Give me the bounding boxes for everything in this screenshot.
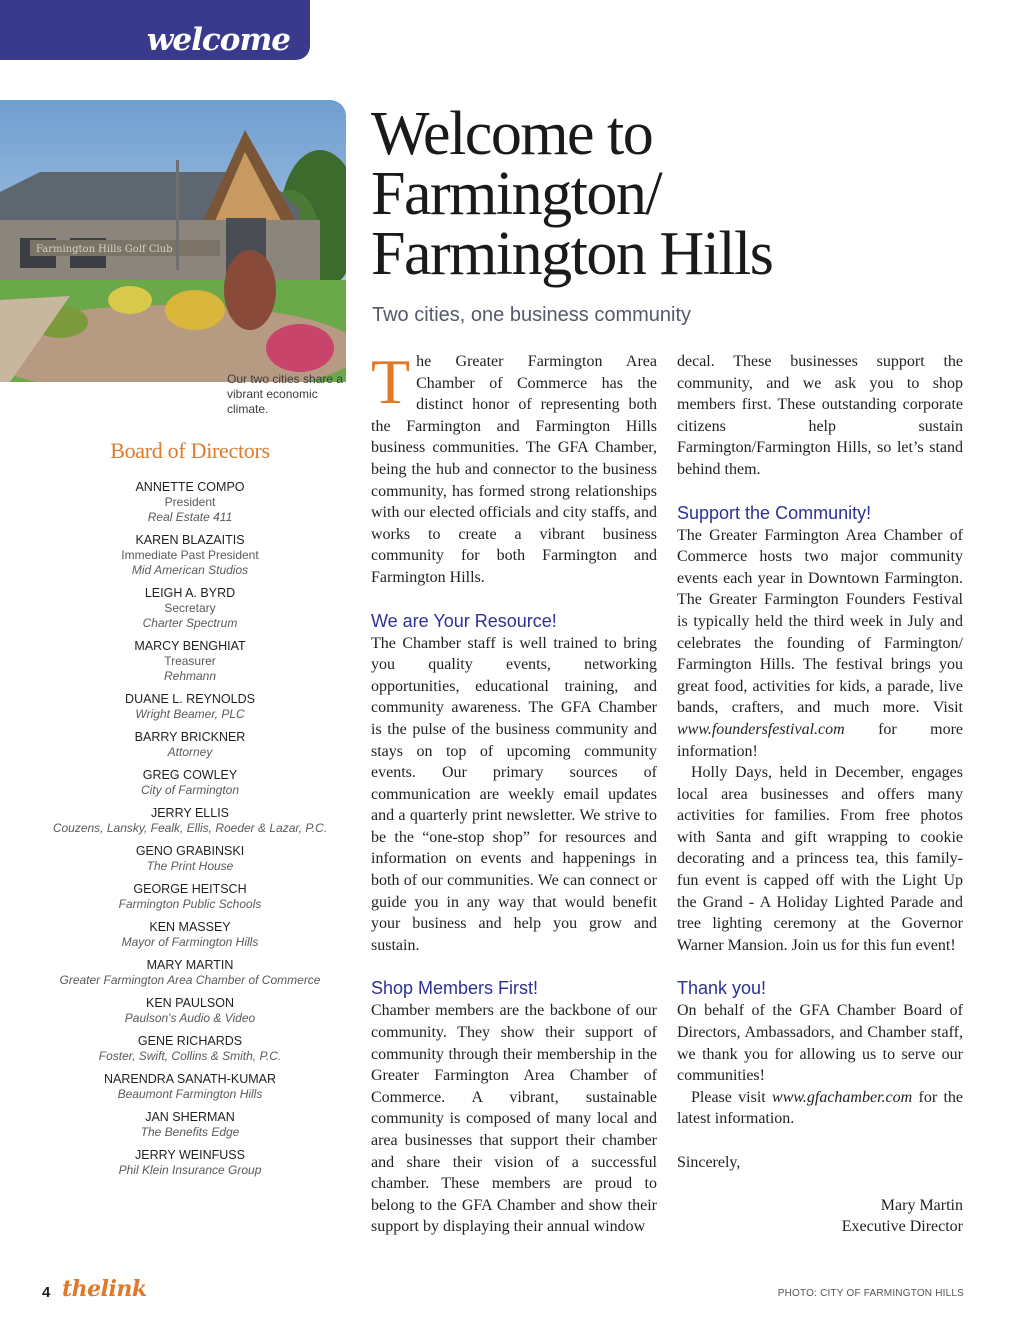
board-member-name: KEN PAULSON [146, 996, 234, 1010]
holly-days-paragraph: Holly Days, held in December, engages local area businesses and offers many activities for families. From free photos with Santa and gift wrapping to cookie decorating and a princess tea, this family-fun event is capped off with the Light Up the Grand - A Holiday Lighted Parade and tree lighting ceremony at the Governor Warner Mansion. Join us for this fun event! [677, 764, 963, 954]
support-paragraph: The Greater Farmington Area Chamber of Commerce hosts two major community events each year in Downtown Farmington. The Greater Farmington Founders Festival is typically held the third week in July and celebrates the founding of Farmington/ Farmington Hills. The festival brings you great food, activities for kids, a parade, live bands, crafters, and much more. Visit www.foundersfestival.com for more information! [677, 526, 963, 760]
board-member [0, 996, 380, 1026]
board-member-role: President [164, 495, 216, 509]
board-member-name: ANNETTE COMPO [135, 480, 245, 494]
resource-heading: We are Your Resource! [371, 610, 557, 631]
shop-paragraph: Chamber members are the backbone of our community. They show their support of community through their membership in the Greater Farmington Area Chamber of Commerce. A vibrant, sustainable community is composed of many local and area businesses that support their chamber and share their vision of a successful chamber. These members are proud to belong to the GFA Chamber and show their support by displaying their annual window [371, 1002, 657, 1236]
closing: Sincerely, [677, 1153, 741, 1171]
intro-paragraph: The Greater Farmington Area Chamber of Commerce has the distinct honor of representing both the Farmington and Farmington Hills business communities. The GFA Chamber, being the hub and connector to the business community, has formed strong relationships with our elected officials and city staffs, and works to create a vibrant business community for both Farmington and Farmington Hills. [371, 346, 657, 586]
board-member-org: Rehmann [163, 669, 217, 683]
board-member-name: JERRY WEINFUSS [135, 1148, 245, 1162]
board-member-org: Real Estate 411 [147, 510, 233, 524]
board-member-org: Attorney [167, 745, 213, 759]
board-member-name: LEIGH A. BYRD [144, 586, 236, 600]
board-member [0, 730, 380, 760]
board-member-name: GREG COWLEY [142, 768, 238, 782]
board-member [0, 768, 380, 798]
board-member-org: Beaumont Farmington Hills [117, 1087, 263, 1101]
article-column-2 [677, 351, 963, 1238]
board-member-org: Wright Beamer, PLC [135, 707, 245, 721]
board-member [0, 1148, 380, 1178]
board-list [0, 480, 380, 1186]
golf-club-photo [0, 100, 346, 382]
section-banner [0, 0, 310, 60]
board-member-name: JAN SHERMAN [145, 1110, 235, 1124]
board-member [0, 882, 380, 912]
drop-cap: T [371, 346, 411, 417]
board-member [0, 1110, 380, 1140]
board-member [0, 692, 380, 722]
board-member-org: Mid American Studios [131, 563, 249, 577]
board-member-org: Mayor of Farmington Hills [121, 935, 259, 949]
board-member-role: Immediate Past President [121, 548, 259, 562]
signature-title: Executive Director [841, 1218, 963, 1236]
photo-credit: PHOTO: CITY OF FARMINGTON HILLS [777, 1288, 964, 1299]
title-line-3: Farmington Hills [371, 220, 773, 288]
title-line-2: Farmington/ [371, 160, 662, 228]
shop-heading: Shop Members First! [371, 978, 539, 999]
board-member-name: KEN MASSEY [149, 920, 231, 934]
board-member-org: Phil Klein Insurance Group [118, 1163, 262, 1177]
board-member-name: NARENDRA SANATH-KUMAR [103, 1072, 276, 1086]
board-member [0, 533, 380, 578]
board-member-name: MARCY BENGHIAT [134, 639, 246, 653]
board-member [0, 480, 380, 525]
board-member-name: GEORGE HEITSCH [133, 882, 247, 896]
board-member [0, 958, 380, 988]
shop-paragraph-continued: decal. These businesses support the community, and we ask you to shop members first. These outstanding corporate citizens help sustain Farmington/Farmington Hills, so let’s stand behind them. [677, 353, 963, 478]
board-member-name: GENE RICHARDS [137, 1034, 243, 1048]
section-label: welcome [146, 22, 290, 58]
gfa-chamber-link[interactable]: www.gfachamber.com [772, 1088, 913, 1106]
founders-festival-link[interactable]: www.foundersfestival.com [677, 720, 845, 738]
title-line-1: Welcome to [371, 100, 653, 168]
board-member-role: Secretary [164, 601, 216, 615]
board-member-org: Foster, Swift, Collins & Smith, P.C. [98, 1049, 282, 1063]
thanks-heading: Thank you! [677, 978, 767, 999]
thanks-paragraph: On behalf of the GFA Chamber Board of Directors, Ambassadors, and Chamber staff, we thank you for allowing us to serve our communities! [677, 1002, 963, 1085]
page-number: 4 [42, 1284, 51, 1301]
support-heading: Support the Community! [677, 502, 872, 523]
board-heading: Board of Directors [110, 438, 270, 463]
resource-paragraph: The Chamber staff is well trained to bring you quality events, networking opportunities, educational training, and community awareness. The GFA Chamber is the pulse of the business community and stays on top of upcoming community events. Our primary sources of communication are weekly email updates and a quarterly print newsletter. We strive to be the “one-stop shop” for resources and information on events and happenings in both of our communities. We can connect or guide you in any way that would benefit your business and help you grow and sustain. [371, 634, 657, 954]
visit-paragraph: Please visit www.gfachamber.com for the latest information. [677, 1088, 963, 1128]
board-member-org: The Benefits Edge [140, 1125, 240, 1139]
board-member-name: BARRY BRICKNER [134, 730, 246, 744]
page-title [371, 100, 991, 288]
board-member-name: MARY MARTIN [146, 958, 234, 972]
board-member [0, 806, 380, 836]
board-member-org: Farmington Public Schools [118, 897, 262, 911]
board-member-name: KAREN BLAZAITIS [135, 533, 245, 547]
board-member-org: Couzens, Lansky, Fealk, Ellis, Roeder & Lazar, P.C. [52, 821, 328, 835]
page-subtitle: Two cities, one business community [372, 304, 692, 326]
board-member-org: Greater Farmington Area Chamber of Commerce [59, 973, 321, 987]
board-member-role: Treasurer [164, 654, 216, 668]
board-member [0, 920, 380, 950]
board-member-org: City of Farmington [140, 783, 240, 797]
board-member-name: JERRY ELLIS [150, 806, 230, 820]
publication-logo: thelink [62, 1276, 147, 1302]
board-member-name: DUANE L. REYNOLDS [125, 692, 255, 706]
club-sign-text: Farmington Hills Golf Club [36, 244, 173, 255]
signature-name: Mary Martin [880, 1196, 963, 1214]
board-member [0, 639, 380, 684]
board-member-name: GENO GRABINSKI [135, 844, 245, 858]
photo-caption: Our two cities share a vibrant economic climate. [227, 372, 344, 416]
board-member [0, 586, 380, 631]
board-member [0, 844, 380, 874]
board-member [0, 1072, 380, 1102]
board-member [0, 1034, 380, 1064]
board-member-org: The Print House [146, 859, 234, 873]
article-column-1 [371, 346, 657, 1238]
board-member-org: Paulson's Audio & Video [124, 1011, 256, 1025]
board-member-org: Charter Spectrum [142, 616, 238, 630]
